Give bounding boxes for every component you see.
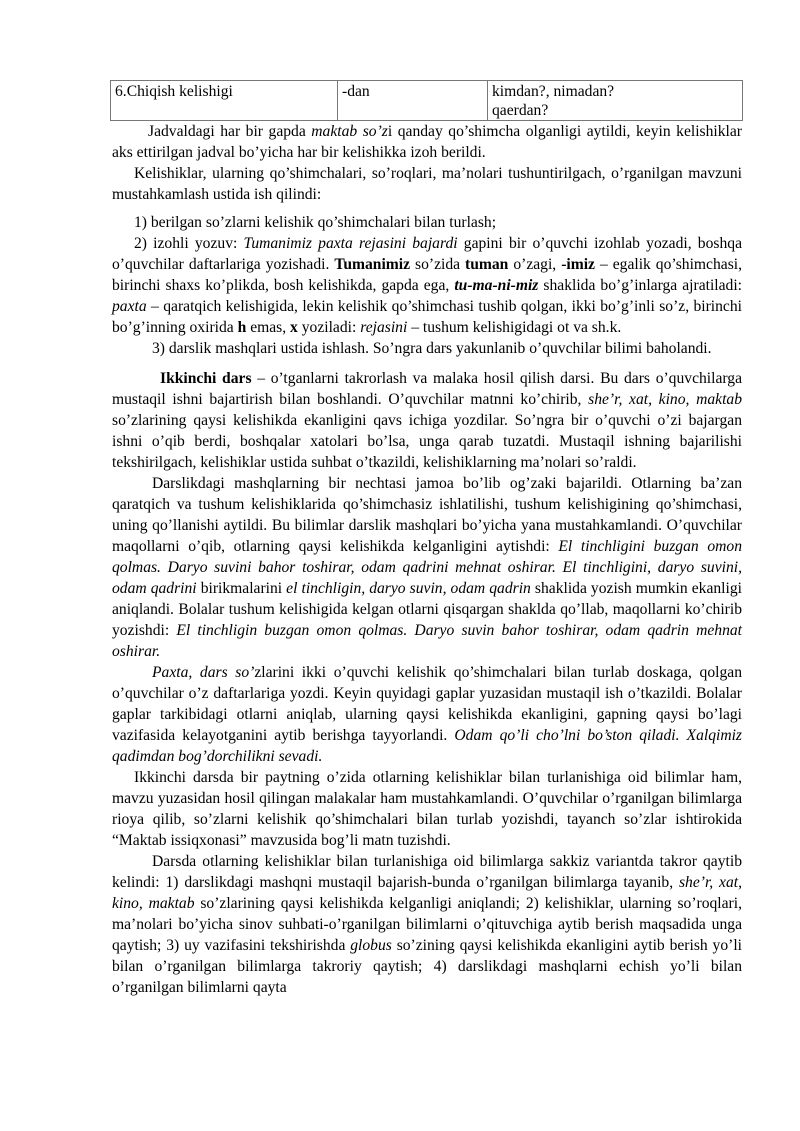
- bold-heading-term: Ikkinchi dars: [160, 370, 252, 387]
- text-span: Darsda otlarning kelishiklar bilan turlanishiga oid bilimlarga sakkiz variantda takror qaytib kelindi: 1) darslikdagi mashqni mustaqil bajarish-bunda o’rganilgan bilimlarga tayanib,: [112, 853, 742, 891]
- text-span: Jadvaldagi har bir gapda: [148, 123, 312, 140]
- table-cell-case-name: 6.Chiqish kelishigi: [111, 81, 338, 121]
- table-row: [111, 81, 743, 121]
- text-span: zlarini ikki o’quvchi kelishik qo’shimchalari bilan turlab doskaga, qolgan o’quvchilar o’z daftarlariga yozdi. Keyin quyidagi gaplar yuzasidan mustaqil ish o’tkazildi. Bolalar gaplar tarkibidagi otlarni aniqlab, ularning qaysi kelishikda ekanligini, gapning qaysi bo’lagi vazifasida kelayotganini aytib berishga tayyorlandi.: [112, 664, 743, 744]
- text-span: emas,: [246, 319, 291, 336]
- table-cell-suffix: -dan: [338, 81, 488, 121]
- text-span: i qanday qo’shimcha olganligi aytildi, keyin kelishiklar aks ettirilgan jadval bo’yicha har bir kelishikka izoh berildi.: [112, 123, 742, 161]
- paragraph-exercises: [112, 473, 742, 662]
- list-item-2: [112, 233, 742, 338]
- text-span: Darslikdagi mashqlarning bir nechtasi jamoa bo’lib og’zaki bajarildi. Otlarning ba’zan qaratqich va tushum kelishiklarida qo’shimchasiz ishlatilishi, tushum kelishigining qo’shimchasi, uning qo’llanishi aytildi. Bu bilimlar darslik mashqlari bo’yicha yana mustahkamlandi. O’quvchilar maqollarni o’qib, otlarning qaysi kelishikda kelganligini aytishdi:: [112, 475, 742, 555]
- question-line-1: kimdan?, nimadan?: [492, 83, 615, 100]
- paragraph-second-lesson: [112, 368, 742, 473]
- text-span: so’zlarining qaysi kelishikda ekanligini qavs ichiga yozdilar. So’ngra bir o’quvchi o’zi bajargan ishni o’qib berdi, boshqalar xatolari bo’lsa, unga qarab tuzatdi. Mustaqil ishning bajarilishi tekshirilgach, kelishiklar ustida suhbat o’tkazildi, kelishiklarning ma’nolari so’raldi.: [112, 412, 742, 471]
- paragraph-table-intro: [112, 121, 742, 163]
- italic-term: paxta: [112, 298, 147, 315]
- list-item-3: 3) darslik mashqlari ustida ishlash. So’ngra dars yakunlanib o’quvchilar bilimi baholandi.: [152, 340, 712, 357]
- text-span: o’zagi,: [508, 256, 562, 273]
- italic-phrases: el tinchligin, daryo suvin, odam qadrin: [286, 580, 531, 597]
- text-span: so’zining qaysi kelishikda ekanligini aytib berish yo’li bilan o’rganilgan bilimlarga takroriy qaytish; 4) darslikdagi mashqlarni echish yo’li bilan o’rganilgan bilimlarni qayta: [112, 937, 742, 996]
- bold-letter: x: [290, 319, 298, 336]
- italic-term: rejasini: [360, 319, 408, 336]
- bold-term: Tumanimiz: [334, 256, 411, 273]
- text-span: – tushum kelishigidagi ot va sh.k.: [407, 319, 622, 336]
- paragraph-declension: [112, 662, 742, 767]
- italic-sentence: Tumanimiz paxta rejasini bajardi: [243, 235, 458, 252]
- bold-italic-syllables: tu-ma-ni-miz: [454, 277, 539, 294]
- list-item-1: 1) berilgan so’zlarni kelishik qo’shimchalari bilan turlash;: [134, 214, 497, 231]
- text-span: – qaratqich kelishigida, lekin kelishik qo’shimchasi tushib qolgan, ikki bo’g’inli so’z, birinchi bo’g’inning oxirida: [112, 298, 742, 336]
- bold-term: tuman: [465, 256, 509, 273]
- italic-words: she’r, xat, kino, maktab: [112, 874, 742, 912]
- text-span: so’zida: [410, 256, 466, 273]
- italic-words: she’r, xat, kino, maktab: [588, 391, 743, 408]
- italic-proverbs-short: El tinchligin buzgan omon qolmas. Daryo suvin bahor toshirar, odam qadrin mehnat oshirar.: [112, 622, 742, 660]
- paragraph-summary: Ikkinchi darsda bir paytning o’zida otlarning kelishiklar bilan turlanishiga oid bilimlar ham, mavzu yuzasidan hosil qilingan malakalar ham mustahkamlandi. O’quvchilar o’rganilgan bilimlarga rioya qilib, so’zlarni kelishik qo’shimchalari bilan turlab yozishdi, tayanch so’zlar ishtirokida “Maktab issiqxonasi” mavzusida bog’li matn tuzishdi.: [112, 769, 742, 849]
- text-span: birikmalarini: [196, 580, 287, 597]
- case-table: [110, 80, 743, 121]
- table-cell-questions: [488, 81, 743, 121]
- italic-proverbs: El tinchligini buzgan omon qolmas. Daryo suvini bahor toshirar, odam qadrini mehnat oshirar. El tinchligini, daryo suvini, odam qadrini: [112, 538, 742, 597]
- question-line-2: qaerdan?: [492, 102, 549, 119]
- italic-sentences: Odam qo’li cho’lni bo’ston qiladi. Xalqimiz qadimdan bog’dorchilikni sevadi.: [112, 727, 743, 765]
- italic-words: Paxta, dars so’: [152, 664, 255, 681]
- text-span: – egalik qo’shimchasi, birinchi shaxs ko’plikda, bosh kelishikda, gapda ega,: [112, 256, 742, 294]
- italic-term: globus: [350, 937, 392, 954]
- text-span: 2) izohli yozuv:: [134, 235, 244, 252]
- paragraph-variants: [112, 851, 742, 998]
- bold-term: -imiz: [561, 256, 595, 273]
- italic-term: maktab so’z: [311, 123, 388, 140]
- bold-letter: h: [237, 319, 247, 336]
- text-span: shaklida bo’g’inlarga ajratiladi:: [538, 277, 742, 294]
- document-page: [112, 80, 742, 998]
- text-span: yoziladi:: [297, 319, 361, 336]
- text-span: so’zlarining qaysi kelishikda kelganligi aniqlandi; 2) kelishiklar, ularning so’roqlari, ma’nolari bo’yicha sinov suhbati-o’rganilgan bilimlarni o’qituvchiga aytib berish maqsadida unga qaytish; 3) uy vazifasini tekshirishda: [112, 895, 742, 954]
- paragraph-consolidation: Kelishiklar, ularning qo’shimchalari, so’roqlari, ma’nolari tushuntirilgach, o’rganilgan mavzuni mustahkamlash ustida ish qilindi:: [112, 165, 742, 203]
- text-span: shaklida yozish mumkin ekanligi aniqlandi. Bolalar tushum kelishigida kelgan otlarni qisqargan shaklda qo’llab, maqollarni ko’chirib yozishdi:: [112, 580, 742, 639]
- text-span: – o’tganlarni takrorlash va malaka hosil qilish darsi. Bu dars o’quvchilarga mustaqil ishni bajartirish bilan boshlandi. O’quvchilar matnni ko’chirib,: [112, 370, 743, 408]
- text-span: gapini bir o’quvchi izohlab yozadi, boshqa o’quvchilar daftarlariga yozishadi.: [112, 235, 742, 273]
